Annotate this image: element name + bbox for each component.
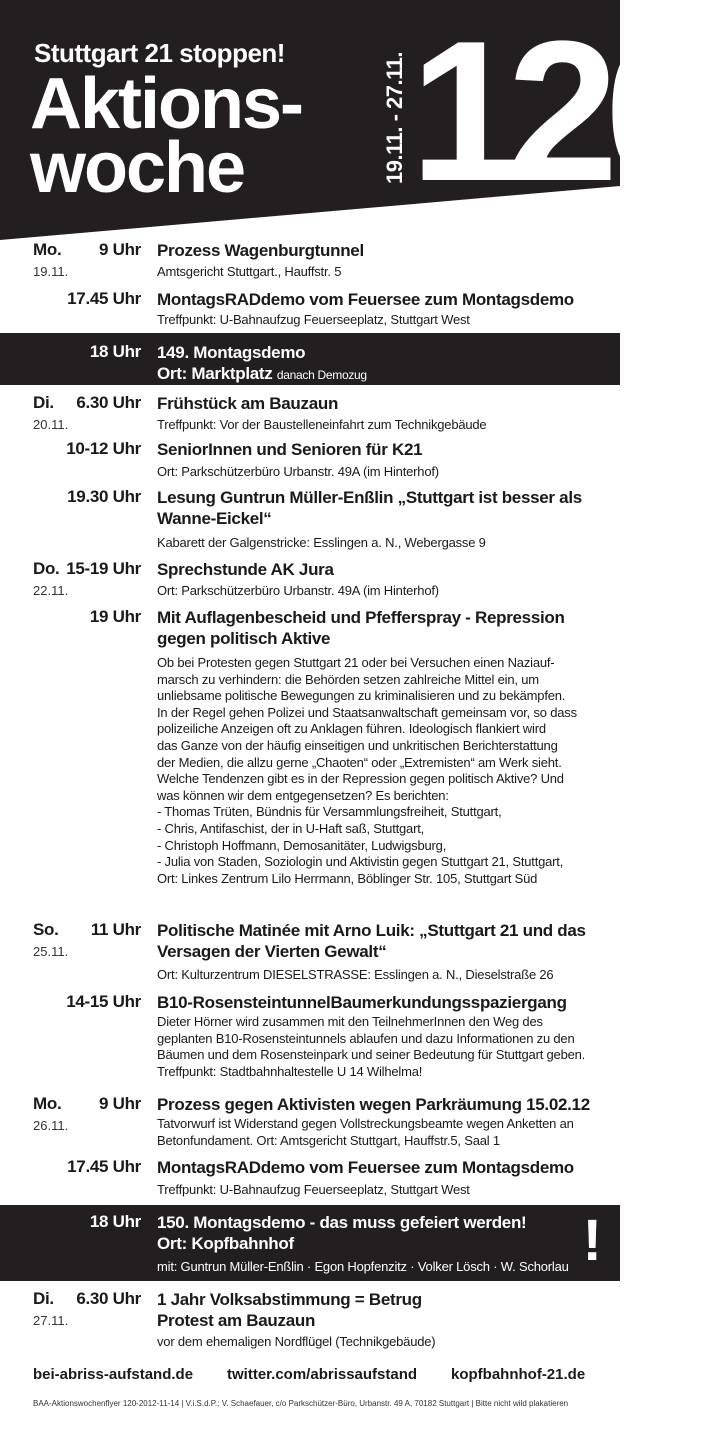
event-day: Mo. [33,1094,62,1113]
event-time: 18 Uhr [89,1212,141,1231]
event-title: 1 Jahr Volksabstimmung = Betrug Protest am Bauzaun [157,1290,422,1330]
event-text: vor dem ehemaligen Nordflügel (Technikgebäude) [157,1334,436,1349]
event-title: Sprechstunde AK Jura [157,560,334,579]
event-day: Mo. [33,240,62,259]
event-date: 27.11. [33,1313,69,1328]
event-time: 9 Uhr [99,1094,141,1113]
footer-link-kopfbahnhof[interactable]: kopfbahnhof-21.de [451,1366,586,1383]
event-row [0,485,620,555]
event-time: 15-19 Uhr [66,559,141,578]
event-text: mit: Guntrun Müller-Enßlin · Egon Hopfenzitz · Volker Lösch · W. Schorlau [157,1259,569,1274]
event-text: Treffpunkt: Vor der Baustelleneinfahrt zum Technikgebäude [157,417,487,432]
event-time: 18 Uhr [89,342,141,361]
exclamation-mark: ! [582,1208,602,1273]
event-text: Treffpunkt: U-Bahnaufzug Feuerseeplatz, Stuttgart West [157,1182,470,1197]
event-row [0,1287,620,1357]
event-title: SeniorInnen und Senioren für K21 [157,440,423,459]
header-title: Aktions- woche [30,64,302,208]
event-title: 149. Montagsdemo [157,343,306,362]
event-time: 14-15 Uhr [66,992,141,1011]
footer-links [0,1366,620,1388]
event-date: 19.11. [33,264,69,279]
event-text: Ort: Parkschützerbüro Urbanstr. 49A (im Hinterhof) [157,583,439,598]
event-time: 19.30 Uhr [67,487,141,506]
header-number: 120 [410,0,702,223]
footer-link-website[interactable]: bei-abriss-aufstand.de [33,1366,194,1383]
event-location-label: Ort: Marktplatz [157,364,273,383]
event-title: Lesung Guntrun Müller-Enßlin „Stuttgart ist besser als Wanne-Eickel“ [157,488,582,528]
event-text: Dieter Hörner wird zusammen mit den TeilnehmerInnen den Weg des geplanten B10-Rosensteintunnels ablaufen und dazu Informationen zu den Bäumen und dem Rosensteinpark und seiner Bedeutung für Stuttgart geben. Treffpunkt: Stadtbahnhaltestelle U 14 Wilhelma! [157,1014,586,1079]
event-title: Prozess gegen Aktivisten wegen Parkräumung 15.02.12 [157,1095,590,1114]
event-time: 10-12 Uhr [66,439,141,458]
event-time: 11 Uhr [90,920,141,939]
event-row [0,390,620,436]
footer-link-twitter[interactable]: twitter.com/abrissaufstand [227,1366,418,1383]
event-row [0,287,620,333]
imprint: BAA-Aktionswochenflyer 120-2012-11-14 | V.i.S.d.P.: V. Schaefauer, c/o Parkschützer-Büro, Urbanstr. 49 A, 70182 Stuttgart | Bitte nicht wild plakatieren [33,1399,569,1408]
event-date: 26.11. [33,1118,69,1133]
event-row [0,918,620,990]
event-location [157,363,597,386]
header-dates: 19.11. - 27.11. [382,52,407,184]
event-title: Politische Matinée mit Arno Luik: „Stuttgart 21 und das Versagen der Vierten Gewalt“ [157,921,586,961]
header-banner [0,0,702,240]
event-time: 17.45 Uhr [67,289,141,308]
event-title: MontagsRADdemo vom Feuersee zum Montagsdemo [157,290,574,309]
event-time: 6.30 Uhr [76,393,141,412]
event-time: 6.30 Uhr [76,1289,141,1308]
event-text: Tatvorwurf ist Widerstand gegen Vollstreckungsbeamte wegen Anketten an Betonfundament. Ort: Amtsgericht Stuttgart, Hauffstr.5, Saal 1 [157,1116,574,1148]
event-title: Mit Auflagenbescheid und Pfefferspray - Repression gegen politisch Aktive [157,608,565,648]
event-row-highlight [0,333,620,385]
event-row [0,437,620,485]
event-day: Do. [33,559,60,578]
event-time: 19 Uhr [89,607,141,626]
event-title: MontagsRADdemo vom Feuersee zum Montagsdemo [157,1158,574,1177]
event-text: Treffpunkt: U-Bahnaufzug Feuerseeplatz, Stuttgart West [157,312,470,327]
event-title: 150. Montagsdemo - das muss gefeiert werden! [157,1213,527,1232]
event-text: Ort: Parkschützerbüro Urbanstr. 49A (im Hinterhof) [157,464,439,479]
event-day: Di. [33,393,54,412]
event-location-note: danach Demozug [276,368,367,382]
event-day: So. [33,920,59,939]
event-row [0,238,620,286]
event-text: Ob bei Protesten gegen Stuttgart 21 oder bei Versuchen einen Naziauf- marsch zu verhindern: die Behörden setzen zahlreiche Mittel ein, um unliebsame politische Bewegungen zu kriminalisieren und zu bekämpfen. In der Regel gehen Polizei und Staatsanwaltschaft gemeinsam vor, so dass polizeiliche Anzeigen oft zu Anklagen führen. Ideologisch flankiert wird das Ganze von der häufig einseitigen und unkritischen Berichterstattung der Medien, die allzu gerne „Chaoten“ oder „Extremisten“ am Werk sieht. Welche Tendenzen gibt es in der Repression gegen politisch Aktive? Und was können wir dem entgegensetzen? Es berichten: - Thomas Trüten, Bündnis für Versammlungsfreiheit, Stuttgart, - Chris, Antifaschist, der in U-Haft saß, Stuttgart, - Christoph Hoffmann, Demosanitäter, Ludwigsburg, - Julia von Staden, Soziologin und Aktivistin gegen Stuttgart 21, Stuttgart, Ort: Linkes Zentrum Lilo Herrmann, Böblinger Str. 105, Stuttgart Süd [157,655,577,886]
event-text: Kabarett der Galgenstricke: Esslingen a. N., Webergasse 9 [157,535,486,550]
event-row [0,1092,620,1152]
event-row [0,1155,620,1203]
event-date: 22.11. [33,583,69,598]
header-subtitle: Stuttgart 21 stoppen! [34,38,285,68]
event-date: 20.11. [33,417,69,432]
event-location: Ort: Kopfbahnhof [157,1234,294,1253]
event-day: Di. [33,1289,54,1308]
event-row [0,557,620,605]
event-row [0,990,620,1090]
event-title: Prozess Wagenburgtunnel [157,241,364,260]
event-row-highlight [0,1205,620,1281]
event-text: Amtsgericht Stuttgart., Hauffstr. 5 [157,264,342,279]
event-title: B10-RosensteintunnelBaumerkundungsspaziergang [157,993,567,1012]
event-time: 17.45 Uhr [67,1157,141,1176]
event-date: 25.11. [33,944,69,959]
event-row [0,605,620,915]
event-time: 9 Uhr [99,240,141,259]
event-title: Frühstück am Bauzaun [157,394,339,413]
event-text: Ort: Kulturzentrum DIESELSTRASSE: Esslingen a. N., Dieselstraße 26 [157,967,554,982]
